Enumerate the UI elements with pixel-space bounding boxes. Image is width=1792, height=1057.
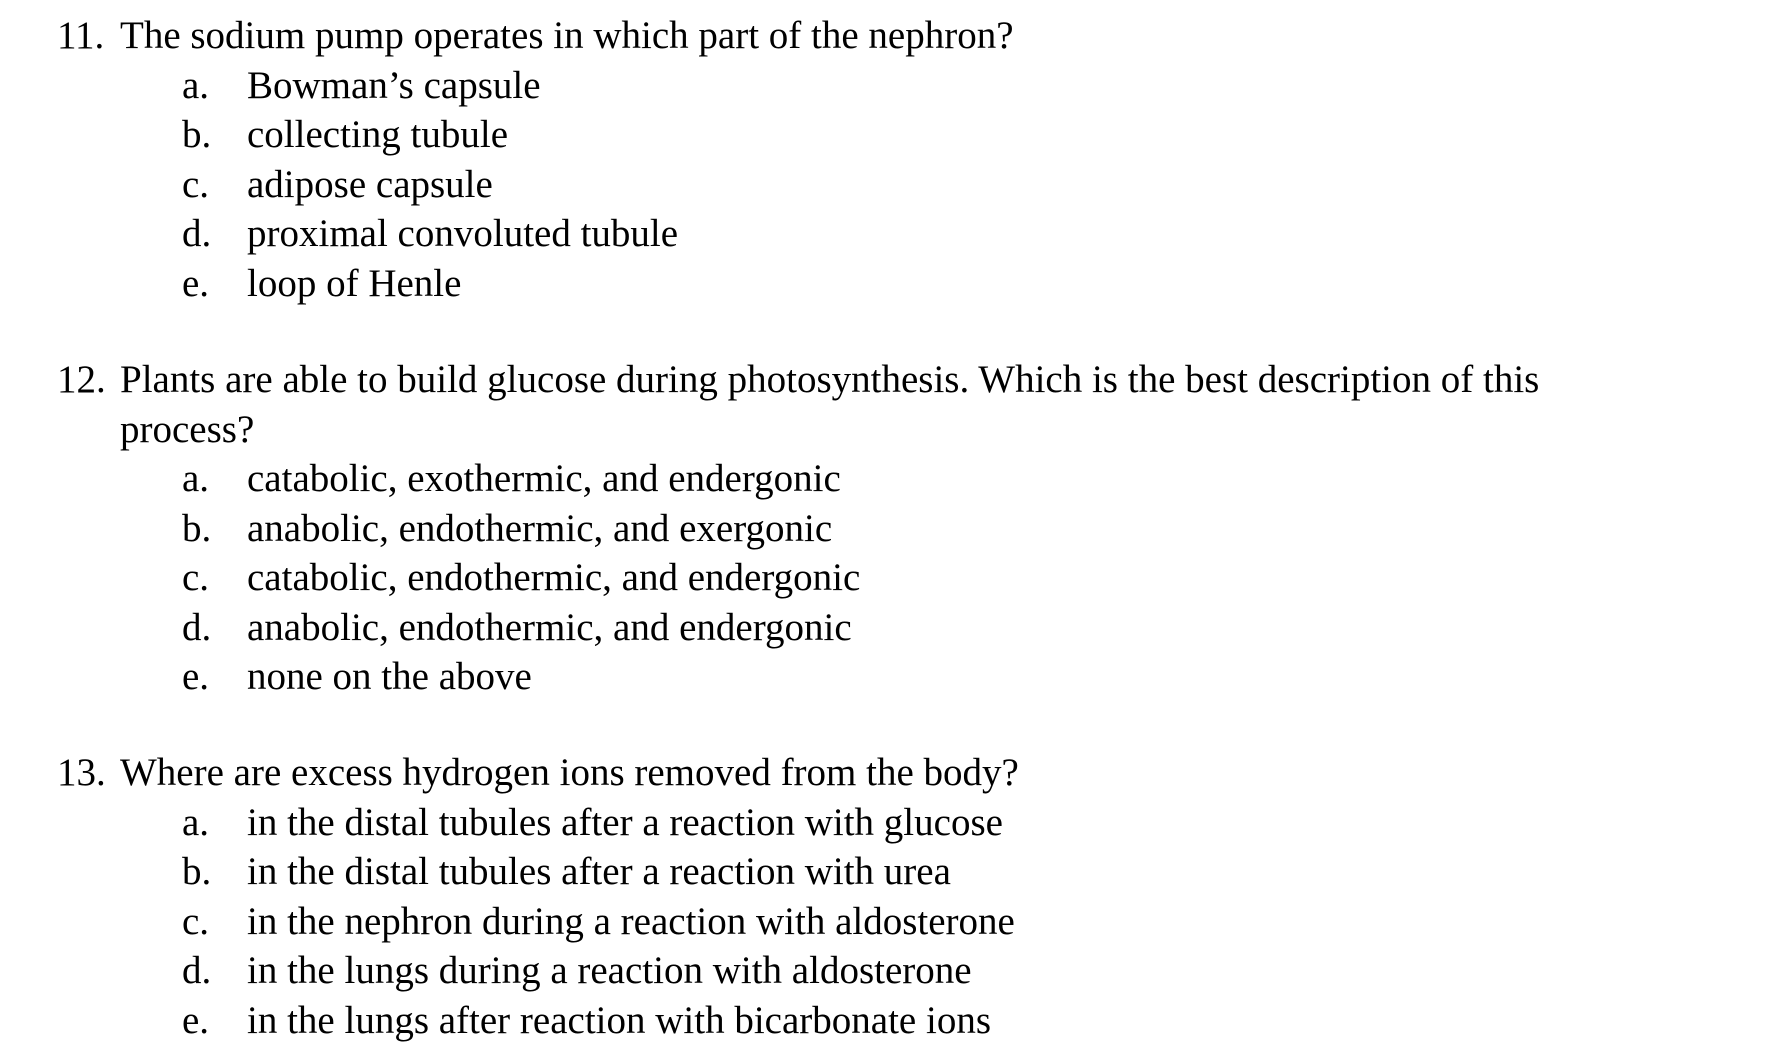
option-letter: c. <box>182 162 210 206</box>
option-letter: d. <box>182 212 212 255</box>
answer-option-b <box>0 847 1792 897</box>
option-letter: d. <box>182 949 212 992</box>
option-text: in the lungs during a reaction with aldosterone <box>247 949 972 992</box>
answer-option-d <box>0 209 1792 259</box>
question-12 <box>0 355 1792 702</box>
answer-option-d <box>0 946 1792 996</box>
answer-option-e <box>0 996 1792 1046</box>
question-13 <box>0 748 1792 1045</box>
answer-option-e <box>0 259 1792 309</box>
option-text: loop of Henle <box>247 261 462 305</box>
option-letter: b. <box>182 113 212 156</box>
answer-option-c <box>0 897 1792 947</box>
answer-option-b <box>0 110 1792 160</box>
answer-option-c <box>0 160 1792 210</box>
option-letter: e. <box>182 261 210 305</box>
question-number: 13. <box>57 751 106 794</box>
option-text: in the distal tubules after a reaction with glucose <box>247 800 1003 844</box>
question-text: Where are excess hydrogen ions removed from the body? <box>120 751 1019 794</box>
option-letter: b. <box>182 850 212 893</box>
option-letter: d. <box>182 605 212 649</box>
answer-option-a <box>0 454 1792 504</box>
answer-option-c <box>0 553 1792 603</box>
question-number: 12. <box>57 358 106 401</box>
answer-option-a <box>0 61 1792 111</box>
question-11 <box>0 11 1792 308</box>
option-text: anabolic, endothermic, and exergonic <box>247 506 833 550</box>
answer-option-a <box>0 798 1792 848</box>
question-number: 11. <box>57 14 105 57</box>
option-letter: e. <box>182 655 210 698</box>
answer-option-b <box>0 504 1792 554</box>
option-text: anabolic, endothermic, and endergonic <box>247 605 852 649</box>
option-text: in the nephron during a reaction with aldosterone <box>247 899 1015 943</box>
answer-option-e <box>0 652 1792 702</box>
question-stem <box>0 748 1792 798</box>
option-text: Bowman’s capsule <box>247 63 541 107</box>
option-letter: a. <box>182 800 210 844</box>
option-text: adipose capsule <box>247 162 493 206</box>
option-letter: c. <box>182 556 210 599</box>
option-letter: b. <box>182 506 212 550</box>
question-stem <box>0 355 1792 405</box>
option-text: catabolic, exothermic, and endergonic <box>247 457 841 500</box>
option-letter: a. <box>182 63 210 107</box>
option-text: collecting tubule <box>247 113 509 156</box>
option-text: catabolic, endothermic, and endergonic <box>247 556 861 599</box>
question-text: The sodium pump operates in which part of the nephron? <box>120 14 1014 57</box>
option-text: in the distal tubules after a reaction with urea <box>247 850 951 893</box>
option-text: none on the above <box>247 655 532 698</box>
question-text-continued: process? <box>120 407 255 451</box>
option-text: proximal convoluted tubule <box>247 212 679 255</box>
option-text: in the lungs after reaction with bicarbonate ions <box>247 998 992 1042</box>
question-stem-continued <box>0 405 1792 455</box>
option-letter: e. <box>182 998 210 1042</box>
answer-option-d <box>0 603 1792 653</box>
option-letter: c. <box>182 899 210 943</box>
option-letter: a. <box>182 457 210 500</box>
question-text: Plants are able to build glucose during photosynthesis. Which is the best description of this <box>120 358 1540 401</box>
question-stem <box>0 11 1792 61</box>
